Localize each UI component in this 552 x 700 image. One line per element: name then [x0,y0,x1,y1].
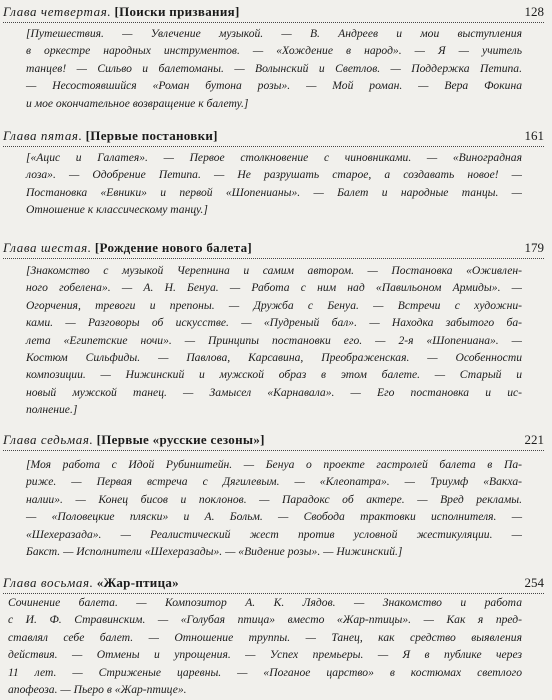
chapter-heading [3,238,544,259]
chapter-title: [Поиски призвания] [114,4,240,19]
summary-line: танцев! — Сильво и балетоманы. — Волынский и Светлов. — Поддержка Петипа. [26,61,522,75]
summary-line: действия. — Отмены и упрощения. — Успех премьеры. — Я в публике через [8,648,522,662]
chapter-title: [Первые «русские сезоны»] [96,432,265,447]
chapter-summary [8,594,522,698]
summary-line: полнение.] [26,403,78,417]
summary-line: Сочинение балета. — Композитор А. К. Лядов. — Знакомство и работа [8,596,522,609]
chapter-summary [26,25,522,112]
chapter-title: «Жар-птица» [96,575,179,590]
summary-line: Бакст. — Исполнители «Шехеразады». — «Видение розы». — Нижинский.] [26,544,403,558]
summary-line: налии». — Конец бисов и поклонов. — Парадокс об актере. — Вред рекламы. [26,492,522,506]
summary-line: [Моя работа с Идой Рубинштейн. — Бенуа о проекте гастролей балета в Па- [26,458,522,471]
chapter-heading-text [3,128,224,144]
chapter-label: Глава восьмая. [3,575,94,590]
summary-line: ного гобелена». — А. Н. Бенуа. — Работа с ним над «Павильоном Армиды». — [26,281,522,295]
chapter-heading-text [3,575,185,591]
chapter-heading [3,126,544,147]
summary-line: [Знакомство с музыкой Черепнина и самим автором. — Постановка «Оживлен- [26,264,522,277]
summary-line: и мое окончательное возвращение к балету.] [26,96,249,110]
summary-line: 11 лет. — Стриженые царевны. — «Поганое царство» в костюмах светлого [8,665,522,679]
chapter-heading-text [3,4,246,20]
summary-line: ками. — Разговоры об искусстве. — «Пудреный бал». — Находка забытого ба- [26,316,522,330]
summary-line: риже. — Первая встреча с Дягилевым. — «Клеопатра». — Триумф «Вакха- [26,475,522,489]
chapter-heading [3,430,544,451]
summary-line: лоза». — Одобрение Петипа. — Не разрушать старое, а создавать новое! — [26,168,522,182]
summary-line: в оркестре народных инструментов. — «Хождение в народ». — Я — учитель [26,44,522,58]
chapter-summary [26,262,522,419]
chapter-label: Глава четвертая. [3,4,112,19]
summary-line: Постановка «Евники» и первой «Шопенианы». — Балет и народные танцы. — [26,185,522,199]
chapter-title: [Первые постановки] [85,128,218,143]
chapter-summary [26,456,522,560]
summary-line: с И. Ф. Стравинским. — «Голубая птица» вместо «Жар-птицы». — Как я пред- [8,613,522,627]
summary-line: апофеоза. — Пьеро в «Жар-птице». [8,682,187,696]
summary-line: ставлял себе балет. — Отношение труппы. — Танец, как средство выявления [8,630,522,644]
page-number: 128 [519,4,545,20]
summary-line: «Шехеразада». — Реалистический жест против условной жестикуляции. — [26,527,522,541]
page-number: 254 [519,575,545,591]
summary-line: Отношение к классическому танцу.] [26,203,208,217]
summary-line: — Несостоявшийся «Роман бутона розы». — Мой роман. — Вера Фокина [26,79,522,93]
chapter-heading [3,2,544,23]
page-number: 179 [519,240,545,256]
chapter-heading [3,573,544,594]
chapter-summary [26,149,522,219]
chapter-heading-text [3,432,271,448]
summary-line: лета «Египетские ночи». — Принципы постановки его. — 2-я «Шопениана». — [26,333,522,347]
summary-line: композиции. — Нижинский и мужской образ в этом балете. — Старый и [26,368,522,382]
chapter-label: Глава седьмая. [3,432,94,447]
summary-line: новый мужской танец. — Замысел «Карнавала». — Его постановка и ис- [26,385,522,399]
summary-line: Костюм Сильфиды. — Павлова, Карсавина, Преображенская. — Особенности [26,350,522,364]
chapter-title: [Рождение нового балета] [94,240,252,255]
summary-line: Огорчения, тревоги и препоны. — Дружба с Бенуа. — Встречи с художни- [26,298,522,312]
chapter-label: Глава пятая. [3,128,83,143]
summary-line: [Путешествия. — Увлечение музыкой. — В. Андреев и мои выступления [26,27,522,40]
chapter-label: Глава шестая. [3,240,92,255]
page-number: 161 [519,128,545,144]
summary-line: — «Половецкие пляски» и А. Больм. — Свобода трактовки исполнителя. — [26,510,522,524]
page-number: 221 [519,432,545,448]
summary-line: [«Ацис и Галатея». — Первое столкновение с чиновниками. — «Виноградная [26,151,522,164]
chapter-heading-text [3,240,258,256]
